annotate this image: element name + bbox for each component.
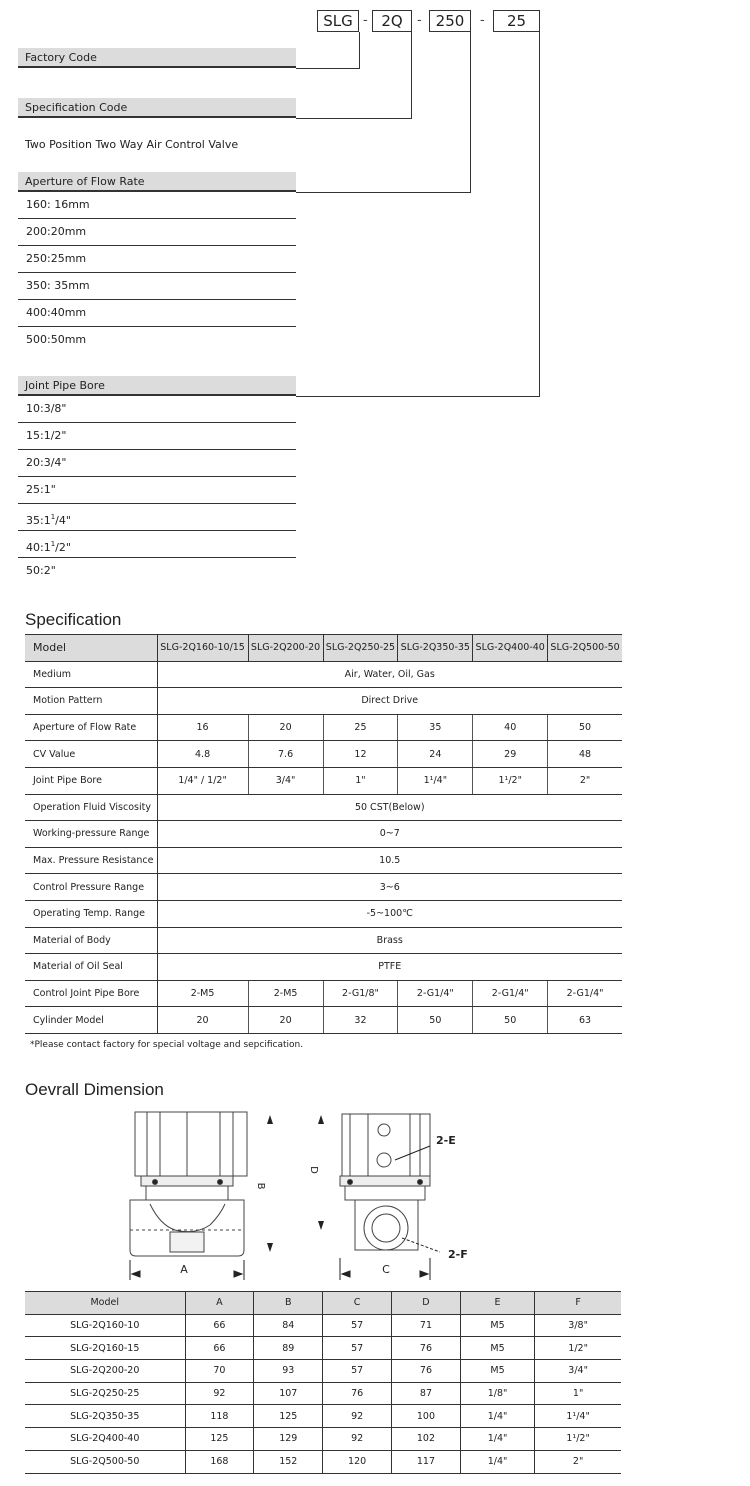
bore-heading: Joint Pipe Bore <box>18 376 296 396</box>
spec-row <box>25 847 622 874</box>
spec-row-label: Max. Pressure Resistance <box>25 847 157 874</box>
aperture-option: 350: 35mm <box>18 273 296 300</box>
spec-row <box>25 954 622 981</box>
spec-cell: 50 <box>473 1007 548 1034</box>
spec-cell: 1/4" / 1/2" <box>157 767 248 794</box>
spec-cell: 63 <box>548 1007 622 1034</box>
bore-option-superscript: 1 <box>50 513 56 521</box>
code-box-factory: SLG <box>317 10 359 32</box>
code-separator: - <box>417 13 422 28</box>
dim-cell: 76 <box>392 1337 461 1360</box>
code-separator: - <box>480 13 485 28</box>
code-box-spec: 2Q <box>372 10 412 32</box>
spec-cell: Direct Drive <box>157 688 622 715</box>
spec-cell: 40 <box>473 714 548 741</box>
spec-row <box>25 980 622 1007</box>
spec-cell: 2-M5 <box>248 980 323 1007</box>
dim-cell: 1/4" <box>460 1428 534 1451</box>
dimension-label-c: C <box>382 1263 390 1276</box>
dim-cell: 1¹/4" <box>535 1405 621 1428</box>
spec-cell: 2-M5 <box>157 980 248 1007</box>
specification-table <box>25 634 622 1034</box>
dim-cell: 71 <box>392 1314 461 1337</box>
spec-cell: 3~6 <box>157 874 622 901</box>
leader-line-e <box>395 1146 430 1160</box>
dim-cell: 120 <box>323 1450 392 1473</box>
spec-cell: 1¹/2" <box>473 767 548 794</box>
spec-cell: 2" <box>548 767 622 794</box>
side-view-drawing <box>340 1114 430 1250</box>
spec-row-label: Operating Temp. Range <box>25 900 157 927</box>
dim-cell: M5 <box>460 1337 534 1360</box>
dim-cell: 1/2" <box>535 1337 621 1360</box>
spec-cell: 1¹/4" <box>398 767 473 794</box>
spec-cell: 4.8 <box>157 741 248 768</box>
dim-cell: 152 <box>254 1450 323 1473</box>
spec-model-header: SLG-2Q200-20 <box>248 635 323 662</box>
aperture-option: 160: 16mm <box>18 192 296 219</box>
bore-option: 50:2" <box>26 564 56 577</box>
connector-line <box>470 32 471 192</box>
spec-cell: 2-G1/4" <box>548 980 622 1007</box>
table-row <box>25 1428 621 1451</box>
table-row <box>25 1382 621 1405</box>
dim-cell: 70 <box>185 1360 254 1383</box>
connector-line <box>359 32 360 68</box>
spec-cell: Air, Water, Oil, Gas <box>157 661 622 688</box>
spec-cell: 2-G1/4" <box>398 980 473 1007</box>
dim-cell: 66 <box>185 1337 254 1360</box>
spec-row <box>25 714 622 741</box>
connector-line <box>539 32 540 396</box>
spec-row <box>25 900 622 927</box>
dim-cell: 107 <box>254 1382 323 1405</box>
spec-cell: 10.5 <box>157 847 622 874</box>
spec-description: Two Position Two Way Air Control Valve <box>25 138 239 151</box>
dim-cell: 93 <box>254 1360 323 1383</box>
dim-cell: 100 <box>392 1405 461 1428</box>
spec-row <box>25 874 622 901</box>
dim-cell: 129 <box>254 1428 323 1451</box>
dim-cell: SLG-2Q400-40 <box>25 1428 185 1451</box>
spec-cell: 7.6 <box>248 741 323 768</box>
dim-cell: 1/4" <box>460 1405 534 1428</box>
spec-cell: 32 <box>323 1007 398 1034</box>
spec-row <box>25 927 622 954</box>
spec-row <box>25 821 622 848</box>
dim-cell: SLG-2Q500-50 <box>25 1450 185 1473</box>
aperture-option: 400:40mm <box>18 300 296 327</box>
dim-cell: 92 <box>323 1405 392 1428</box>
bore-option: 10:3/8" <box>18 396 296 423</box>
spec-cell: 20 <box>248 1007 323 1034</box>
spec-cell: -5~100℃ <box>157 900 622 927</box>
table-row <box>25 1314 621 1337</box>
table-row <box>25 1405 621 1428</box>
dim-header-cell: E <box>460 1292 534 1315</box>
table-row <box>25 1360 621 1383</box>
spec-cell: 16 <box>157 714 248 741</box>
spec-row-label: Medium <box>25 661 157 688</box>
dim-cell: M5 <box>460 1314 534 1337</box>
spec-cell: Brass <box>157 927 622 954</box>
code-box-bore: 25 <box>493 10 540 32</box>
dim-cell: 2" <box>535 1450 621 1473</box>
spec-note: *Please contact factory for special voltage and sepcification. <box>30 1040 304 1050</box>
dim-cell: 57 <box>323 1337 392 1360</box>
spec-row-label: Motion Pattern <box>25 688 157 715</box>
spec-cell: 50 <box>398 1007 473 1034</box>
dim-cell: 1¹/2" <box>535 1428 621 1451</box>
spec-cell: 50 CST(Below) <box>157 794 622 821</box>
connector-line <box>411 32 412 118</box>
spec-cell: PTFE <box>157 954 622 981</box>
connector-line <box>296 118 412 119</box>
spec-row-label: Working-pressure Range <box>25 821 157 848</box>
spec-model-header: SLG-2Q250-25 <box>323 635 398 662</box>
dim-cell: 125 <box>254 1405 323 1428</box>
spec-model-header: SLG-2Q350-35 <box>398 635 473 662</box>
dimension-label-e: 2-E <box>436 1134 456 1147</box>
dim-cell: 76 <box>323 1382 392 1405</box>
dimension-label-b: B <box>255 1182 266 1190</box>
dimension-title: Oevrall Dimension <box>25 1080 164 1099</box>
dimension-label-f: 2-F <box>448 1248 468 1261</box>
dim-cell: 1" <box>535 1382 621 1405</box>
bore-option: $35:1^1/4$" <box>18 504 296 531</box>
spec-row-label: Operation Fluid Viscosity <box>25 794 157 821</box>
spec-cell: 50 <box>548 714 622 741</box>
specification-code-heading: Specification Code <box>18 98 296 118</box>
aperture-option: 500:50mm <box>26 333 87 346</box>
code-separator: - <box>363 13 368 28</box>
dimension-label-a: A <box>180 1263 188 1276</box>
connector-line <box>296 68 360 69</box>
spec-row-label: Aperture of Flow Rate <box>25 714 157 741</box>
dim-cell: 118 <box>185 1405 254 1428</box>
dim-cell: SLG-2Q160-10 <box>25 1314 185 1337</box>
specification-title: Specification <box>25 610 122 629</box>
dim-cell: 168 <box>185 1450 254 1473</box>
dim-header-cell: D <box>392 1292 461 1315</box>
spec-row <box>25 661 622 688</box>
spec-row <box>25 767 622 794</box>
dim-cell: 1/8" <box>460 1382 534 1405</box>
spec-cell: 29 <box>473 741 548 768</box>
spec-row-label: Joint Pipe Bore <box>25 767 157 794</box>
aperture-heading: Aperture of Flow Rate <box>18 172 296 192</box>
dim-cell: 57 <box>323 1360 392 1383</box>
spec-row-label: Cylinder Model <box>25 1007 157 1034</box>
dim-cell: 125 <box>185 1428 254 1451</box>
dim-cell: 92 <box>323 1428 392 1451</box>
dim-cell: 66 <box>185 1314 254 1337</box>
spec-cell: 2-G1/8" <box>323 980 398 1007</box>
spec-row-label: Control Pressure Range <box>25 874 157 901</box>
dim-header-cell: C <box>323 1292 392 1315</box>
spec-row-label: CV Value <box>25 741 157 768</box>
bore-option: $40:1^1/2$" <box>18 531 296 558</box>
dim-cell: 3/8" <box>535 1314 621 1337</box>
spec-row <box>25 741 622 768</box>
spec-model-header: SLG-2Q400-40 <box>473 635 548 662</box>
connector-line <box>296 192 471 193</box>
bore-option: 20:3/4" <box>18 450 296 477</box>
bore-option-superscript: 1 <box>50 540 56 548</box>
spec-model-header: SLG-2Q160-10/15 <box>157 635 248 662</box>
spec-header-row <box>25 635 622 662</box>
aperture-option: 200:20mm <box>18 219 296 246</box>
spec-cell: 20 <box>248 714 323 741</box>
spec-cell: 20 <box>157 1007 248 1034</box>
spec-cell: 12 <box>323 741 398 768</box>
dim-header-cell: F <box>535 1292 621 1315</box>
spec-row-label: Control Joint Pipe Bore <box>25 980 157 1007</box>
dimension-label-d: D <box>308 1166 319 1174</box>
dim-cell: 92 <box>185 1382 254 1405</box>
spec-cell: 35 <box>398 714 473 741</box>
dim-cell: 1/4" <box>460 1450 534 1473</box>
bore-option: 25:1" <box>18 477 296 504</box>
aperture-option: 250:25mm <box>18 246 296 273</box>
spec-cell: 2-G1/4" <box>473 980 548 1007</box>
dim-cell: 84 <box>254 1314 323 1337</box>
dim-cell: SLG-2Q350-35 <box>25 1405 185 1428</box>
dim-header-cell: Model <box>25 1292 185 1315</box>
connector-line <box>296 396 540 397</box>
dim-cell: 87 <box>392 1382 461 1405</box>
spec-cell: 25 <box>323 714 398 741</box>
dimension-table <box>25 1291 621 1474</box>
dim-cell: 3/4" <box>535 1360 621 1383</box>
dim-header-cell: A <box>185 1292 254 1315</box>
dim-cell: 89 <box>254 1337 323 1360</box>
spec-row <box>25 794 622 821</box>
factory-code-heading: Factory Code <box>18 48 296 68</box>
spec-model-label: Model <box>25 635 157 662</box>
spec-cell: 0~7 <box>157 821 622 848</box>
table-row <box>25 1450 621 1473</box>
spec-row <box>25 1007 622 1034</box>
dim-cell: SLG-2Q160-15 <box>25 1337 185 1360</box>
dim-cell: M5 <box>460 1360 534 1383</box>
spec-cell: 3/4" <box>248 767 323 794</box>
spec-cell: 1" <box>323 767 398 794</box>
dimension-drawing <box>0 1100 750 1290</box>
dim-header-row <box>25 1292 621 1315</box>
spec-row-label: Material of Oil Seal <box>25 954 157 981</box>
dim-cell: SLG-2Q250-25 <box>25 1382 185 1405</box>
bore-option: 15:1/2" <box>18 423 296 450</box>
dim-cell: SLG-2Q200-20 <box>25 1360 185 1383</box>
front-view-drawing <box>130 1112 247 1256</box>
dim-cell: 117 <box>392 1450 461 1473</box>
code-box-aperture: 250 <box>429 10 471 32</box>
dim-header-cell: B <box>254 1292 323 1315</box>
spec-row <box>25 688 622 715</box>
dim-cell: 76 <box>392 1360 461 1383</box>
spec-model-header: SLG-2Q500-50 <box>548 635 622 662</box>
dim-cell: 102 <box>392 1428 461 1451</box>
dim-cell: 57 <box>323 1314 392 1337</box>
dimension-b-marker <box>267 1115 273 1252</box>
spec-cell: 24 <box>398 741 473 768</box>
table-row <box>25 1337 621 1360</box>
spec-row-label: Material of Body <box>25 927 157 954</box>
spec-cell: 48 <box>548 741 622 768</box>
